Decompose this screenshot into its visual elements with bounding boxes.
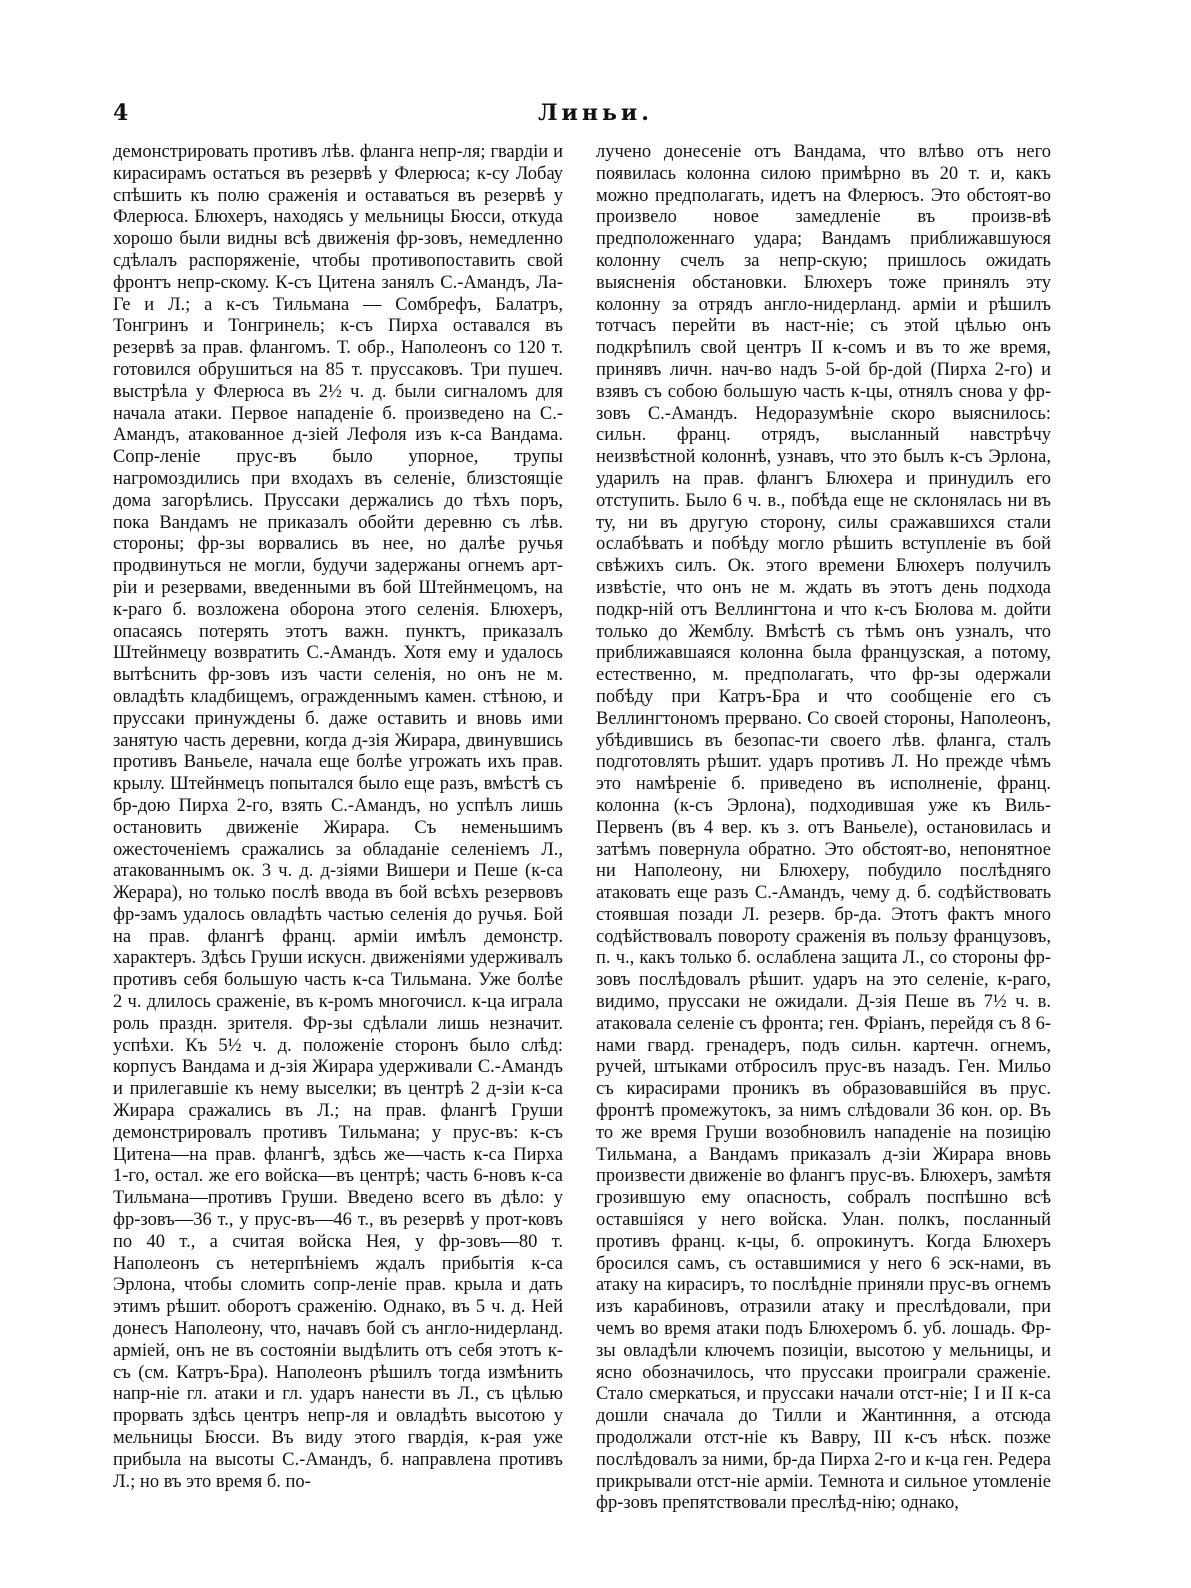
running-head: Линьи. <box>538 100 653 126</box>
page-number: 4 <box>113 100 129 126</box>
text-column-right: лучено донесеніе отъ Вандама, что влѣво отъ него появилась колонна силою примѣрно въ 20 т. и, какъ можно предполагать, идетъ на Флерюсъ. Это обстоят-во произвело новое замедленіе въ произв-вѣ предположеннаго удара; Вандамъ приближавшуюся колонну счелъ за непр-скую; пришлось ожидать выясненія обстановки. Блюхеръ тоже принялъ эту колонну за отрядъ англо-нидерланд. арміи и рѣшилъ тотчасъ перейти въ наст-ніе; съ этой цѣлью онъ подкрѣпилъ свой центръ II к-сомъ и въ то же время, принявъ личн. нач-во надъ 5-ой бр-дой (Пирха 2-го) и взявъ съ собою большую часть к-цы, отнялъ снова у фр-зовъ С.-Амандъ. Недоразумѣніе скоро выяснилось: сильн. франц. отрядъ, высланный навстрѣчу неизвѣстной колоннѣ, узнавъ, что это былъ к-съ Эрлона, ударилъ на прав. флангъ Блюхера и принудилъ его отступить. Было 6 ч. в., побѣда еще не склонялась ни въ ту, ни въ другую сторону, силы сражавшихся стали ослабѣвать и побѣду могло рѣшить вступленіе въ бой свѣжихъ силъ. Ок. этого времени Блюхеръ получилъ извѣстіе, что онъ не м. ждать въ этотъ день подхода подкр-ній отъ Веллингтона и что к-съ Бюлова м. дойти только до Жемблу. Вмѣстѣ съ тѣмъ онъ узналъ, что приближавшаяся колонна была французская, а потому, естественно, м. предполагать, что фр-зы одержали побѣду при Катръ-Бра и что сообщеніе его съ Веллингтономъ прервано. Со своей стороны, Наполеонъ, убѣдившись въ безопас-ти своего лѣв. фланга, сталъ подготовлять рѣшит. ударъ противъ Л. Но прежде чѣмъ это намѣреніе б. приведено въ исполненіе, франц. колонна (к-съ Эрлона), подходившая уже къ Виль-Первенъ (въ 4 вер. къ з. отъ Ваньеле), остановилась и затѣмъ повернула обратно. Это обстоят-во, непонятное ни Наполеону, ни Блюхеру, побудило послѣдняго атаковать еще разъ С.-Амандъ, чему д. б. содѣйствовать стоявшая позади Л. резерв. бр-да. Этотъ фактъ много содѣйствовалъ повороту сраженія въ пользу французовъ, п. ч., какъ только б. ослаблена защита Л., со стороны фр-зовъ послѣдовалъ рѣшит. ударъ на это селеніе, к-раго, видимо, пруссаки не ожидали. Д-зія Пеше въ 7½ ч. в. атаковала селеніе съ фронта; ген. Фріанъ, перейдя съ 8 6-нами гвард. гренадеръ, подъ сильн. картечн. огнемъ, ручей, штыками отбросилъ прус-въ назадъ. Ген. Мильо съ кирасирами проникъ въ образовавшійся въ прус. фронтѣ промежутокъ, за нимъ слѣдовали 36 кон. ор. Въ то же время Груши возобновилъ нападеніе на позицію Тильмана, а Вандамъ приказалъ д-зіи Жирара вновь произвести движеніе во флангъ прус-въ. Блюхеръ, замѣтя грозившую ему опасность, собралъ поспѣшно всѣ оставшіяся у него войска. Улан. полкъ, посланный противъ франц. к-цы, б. опрокинутъ. Когда Блюхеръ бросился самъ, съ оставшимися у него 6 эск-нами, въ атаку на кирасиръ, то послѣдніе приняли прус-въ огнемъ изъ карабиновъ, отразили атаку и преслѣдовали, при чемъ во время атаки подъ Блюхеромъ б. уб. лошадь. Фр-зы овладѣли ключемъ позиціи, высотою у мельницы, и ясно обозначилось, что пруссаки проиграли сраженіе. Стало смеркаться, и пруссаки начали отст-ніе; I и II к-са дошли сначала до Тилли и Жантинння, а отсюда продолжали отст-ніе къ Вавру, III к-съ нѣск. позже послѣдовалъ за ними, бр-да Пирха 2-го и к-ца ген. Редера прикрывали отст-ніе арміи. Темнота и сильное утомленіе фр-зовъ препятствовали преслѣд-нію; однако, <box>596 142 1051 1514</box>
text-column-left: демонстрировать противъ лѣв. фланга непр-ля; гвардіи и кирасирамъ остаться въ резервѣ у Флерюса; к-су Лобау спѣшить къ полю сраженія и оставаться въ резервѣ у Флерюса. Блюхеръ, находясь у мельницы Бюсси, откуда хорошо были видны всѣ движенія фр-зовъ, немедленно сдѣлалъ распоряженіе, чтобы противопоставить свой фронтъ непр-скому. К-съ Цитена занялъ С.-Амандъ, Ла-Ге и Л.; а к-съ Тильмана — Сомбрефъ, Балатръ, Тонгринъ и Тонгринель; к-съ Пирха оставался въ резервѣ за прав. флангомъ. Т. обр., Наполеонъ со 120 т. готовился обрушиться на 85 т. пруссаковъ. Три пушеч. выстрѣла у Флерюса въ 2½ ч. д. были сигналомъ для начала атаки. Первое нападеніе б. произведено на С.-Амандъ, атакованное д-зіей Лефоля изъ к-са Вандама. Сопр-леніе прус-въ было упорное, трупы нагромоздились при входахъ въ селеніе, близстоящіе дома загорѣлись. Пруссаки держались до тѣхъ поръ, пока Вандамъ не приказалъ обойти деревню съ лѣв. стороны; фр-зы ворвались въ нее, но далѣе ручья продвинуться не могли, будучи задержаны огнемъ арт-ріи и резервами, введенными въ бой Штейнмецомъ, на к-раго б. возложена оборона этого селенія. Блюхеръ, опасаясь потерять этотъ важн. пунктъ, приказалъ Штейнмецу возвратить С.-Амандъ. Хотя ему и удалось вытѣснить фр-зовъ изъ части селенія, но онъ не м. овладѣть кладбищемъ, огражденнымъ камен. стѣною, и пруссаки принуждены б. даже оставить и вновь ими занятую часть деревни, когда д-зія Жирара, двинувшись противъ Ваньеле, начала еще болѣе угрожать ихъ прав. крылу. Штейнмецъ попытался было еще разъ, вмѣстѣ съ бр-дою Пирха 2-го, взять С.-Амандъ, но успѣлъ лишь остановить движеніе Жирара. Съ неменьшимъ ожесточеніемъ сражались за обладаніе селеніемъ Л., атакованнымъ ок. 3 ч. д. д-зіями Вишери и Пеше (к-са Жерара), но только послѣ ввода въ бой всѣхъ резервовъ фр-замъ удалось овладѣть частью селенія до ручья. Бой на прав. флангѣ франц. арміи имѣлъ демонстр. характеръ. Здѣсь Груши искусн. движеніями удерживалъ противъ себя большую часть к-са Тильмана. Уже болѣе 2 ч. длилось сраженіе, въ к-ромъ многочисл. к-ца играла роль праздн. зрителя. Фр-зы сдѣлали лишь незначит. успѣхи. Къ 5½ ч. д. положеніе сторонъ было слѣд: корпусъ Вандама и д-зія Жирара удерживали С.-Амандъ и прилегавшіе къ нему выселки; въ центрѣ 2 д-зіи к-са Жирара сражались въ Л.; на прав. флангѣ Груши демонстрировалъ противъ Тильмана; у прус-въ: к-съ Цитена—на прав. флангѣ, здѣсь же—часть к-са Пирха 1-го, остал. же его войска—въ центрѣ; часть 6-новъ к-са Тильмана—противъ Груши. Введено всего въ дѣло: у фр-зовъ—36 т., у прус-въ—46 т., въ резервѣ у прот-ковъ по 40 т., а считая войска Нея, у фр-зовъ—80 т. Наполеонъ съ нетерпѣніемъ ждалъ прибытія к-са Эрлона, чтобы сломить сопр-леніе прав. крыла и дать этимъ рѣшит. оборотъ сраженію. Однако, въ 5 ч. д. Ней донесъ Наполеону, что, начавъ бой съ англо-нидерланд. арміей, онъ не въ состояніи выдѣлить отъ себя этотъ к-съ (см. Катръ-Бра). Наполеонъ рѣшилъ тогда измѣнить напр-ніе гл. атаки и гл. ударъ нанести въ Л., съ цѣлью прорвать здѣсь центръ непр-ля и овладѣть высотою у мельницы Бюсси. Въ виду этого гвардія, к-рая уже прибыла на высоты С.-Амандъ, б. направлена противъ Л.; но въ это время б. по- <box>113 142 563 1492</box>
